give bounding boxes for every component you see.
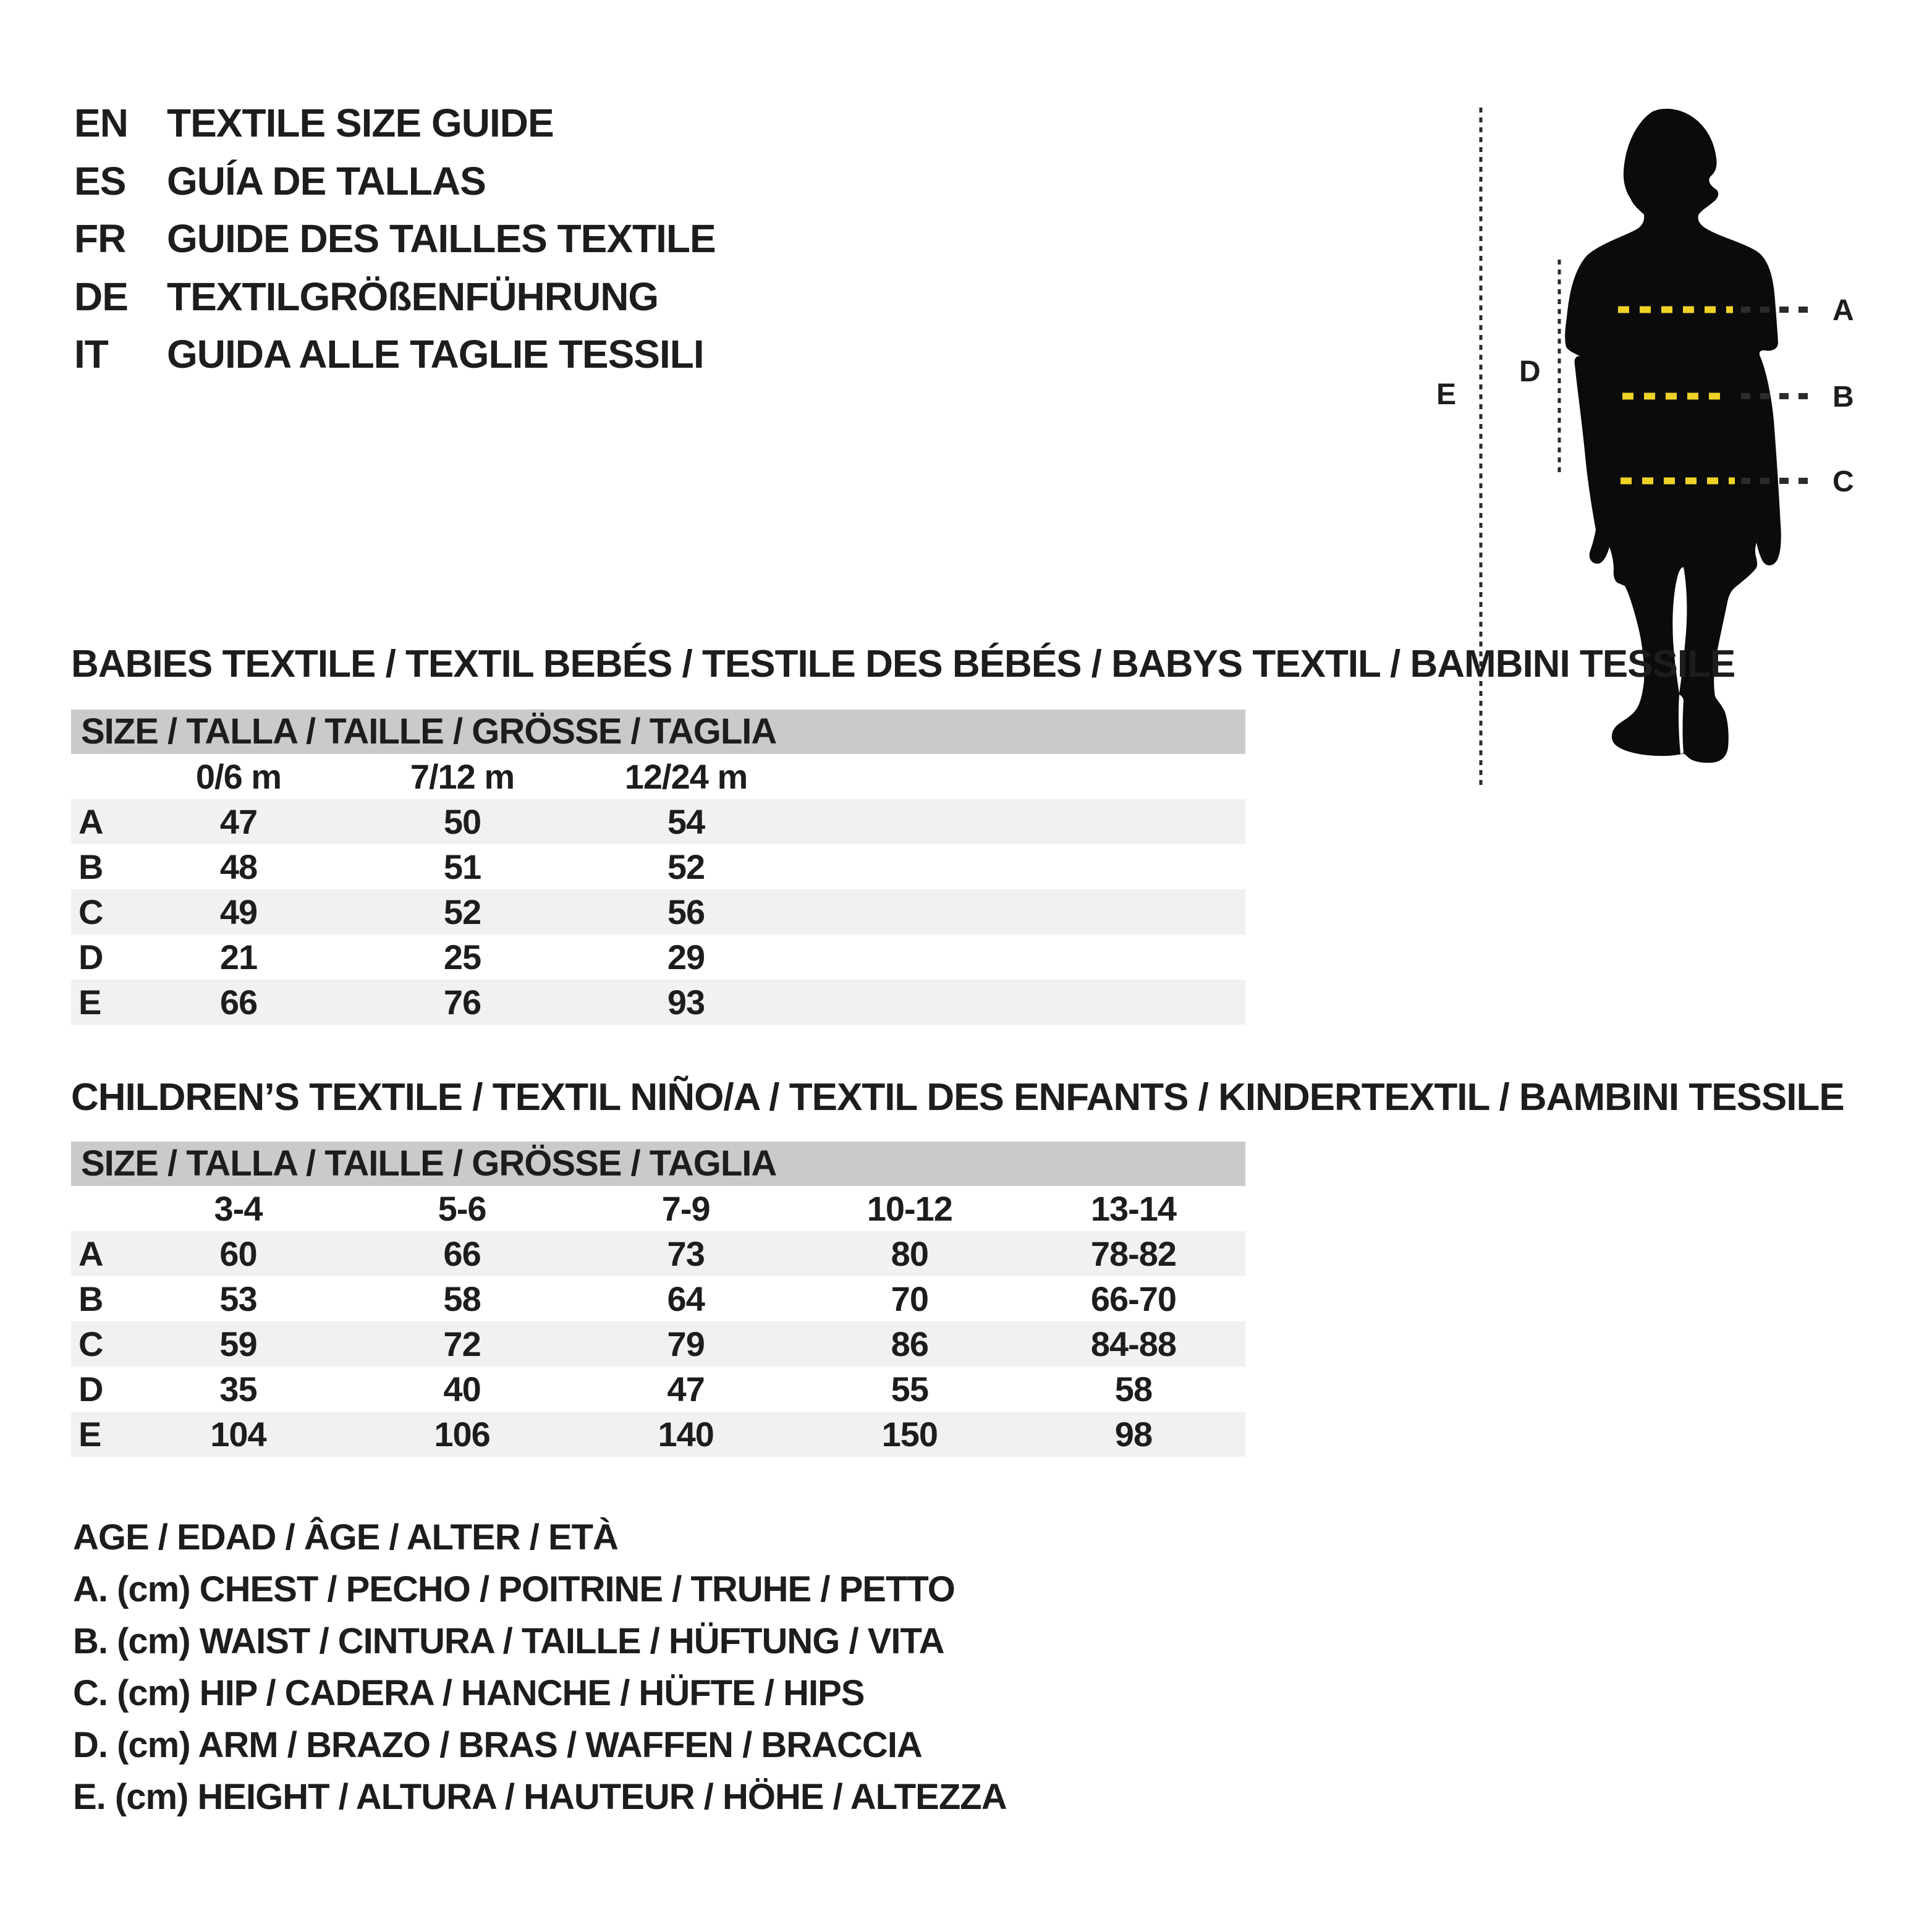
value-cell: 53 xyxy=(219,1279,257,1318)
table-row xyxy=(71,934,1245,980)
value-cell: 52 xyxy=(667,847,705,886)
language-title-list xyxy=(74,95,716,384)
legend-height: E. (cm) HEIGHT / ALTURA / HAUTEUR / HÖHE / ALTEZZA xyxy=(73,1777,1007,1817)
value-cell: 64 xyxy=(667,1279,705,1318)
value-cell: 35 xyxy=(219,1370,257,1409)
figure-label-B: B xyxy=(1832,381,1854,413)
row-label: D xyxy=(78,938,103,977)
value-cell: 29 xyxy=(667,938,705,977)
value-cell: 84-88 xyxy=(1090,1324,1177,1363)
language-row xyxy=(74,268,716,326)
value-cell: 49 xyxy=(219,892,258,931)
corner-cell xyxy=(71,1186,126,1231)
value-cell: 78-82 xyxy=(1090,1234,1177,1273)
value-cell: 80 xyxy=(891,1234,928,1273)
legend-age: AGE / EDAD / ÂGE / ALTER / ETÀ xyxy=(73,1517,618,1557)
measurement-legend xyxy=(73,1512,1007,1823)
row-label: D xyxy=(78,1370,103,1409)
language-code: IT xyxy=(74,332,108,376)
column-header: 7-9 xyxy=(661,1189,710,1228)
value-cell: 72 xyxy=(443,1324,481,1363)
language-title: GUÍA DE TALLAS xyxy=(167,158,486,203)
value-cell: 60 xyxy=(219,1234,257,1273)
babies-column-header-row xyxy=(71,754,1245,799)
table-row xyxy=(71,1366,1245,1412)
value-cell: 25 xyxy=(443,938,481,977)
table-row xyxy=(71,1231,1245,1276)
table-row xyxy=(71,1412,1245,1457)
column-header: 7/12 m xyxy=(410,757,515,796)
figure-label-A: A xyxy=(1832,294,1854,327)
value-cell: 70 xyxy=(891,1279,928,1318)
legend-chest: A. (cm) CHEST / PECHO / POITRINE / TRUHE / PETTO xyxy=(73,1569,955,1609)
babies-size-header-bar: SIZE / TALLA / TAILLE / GRÖSSE / TAGLIA xyxy=(71,710,1245,754)
row-label: C xyxy=(78,1324,103,1363)
figure-label-E: E xyxy=(1436,378,1457,411)
language-code: ES xyxy=(74,158,126,203)
value-cell: 58 xyxy=(1114,1370,1153,1409)
value-cell: 93 xyxy=(667,983,705,1022)
column-header: 13-14 xyxy=(1090,1189,1177,1228)
value-cell: 98 xyxy=(1114,1415,1153,1454)
legend-waist: B. (cm) WAIST / CINTURA / TAILLE / HÜFTUNG / VITA xyxy=(73,1621,944,1661)
value-cell: 104 xyxy=(210,1415,266,1454)
value-cell: 140 xyxy=(658,1415,714,1454)
language-row xyxy=(74,326,716,384)
children-section-title: CHILDREN’S TEXTILE / TEXTIL NIÑO/A / TEXTIL DES ENFANTS / KINDERTEXTIL / BAMBINI TESSILE xyxy=(71,1076,1844,1119)
column-header: 3-4 xyxy=(214,1189,263,1228)
column-header: 0/6 m xyxy=(195,757,282,796)
language-title: TEXTILE SIZE GUIDE xyxy=(167,101,554,145)
table-row xyxy=(71,980,1245,1025)
language-code: EN xyxy=(74,101,128,145)
figure-label-C: C xyxy=(1832,465,1854,498)
language-row xyxy=(74,95,716,153)
column-header: 12/24 m xyxy=(624,757,748,796)
row-label: A xyxy=(78,802,103,841)
value-cell: 54 xyxy=(667,802,705,841)
value-cell: 66 xyxy=(219,983,258,1022)
language-title: TEXTILGRÖßENFÜHRUNG xyxy=(167,274,659,319)
language-code: DE xyxy=(74,274,128,319)
value-cell: 48 xyxy=(219,847,258,886)
value-cell: 58 xyxy=(443,1279,481,1318)
row-label: E xyxy=(78,983,101,1022)
row-label: B xyxy=(78,1279,103,1318)
value-cell: 40 xyxy=(443,1370,481,1409)
value-cell: 55 xyxy=(891,1370,928,1409)
babies-section-title: BABIES TEXTILE / TEXTIL BEBÉS / TESTILE DES BÉBÉS / BABYS TEXTIL / BAMBINI TESSILE xyxy=(71,643,1735,685)
children-size-header-bar: SIZE / TALLA / TAILLE / GRÖSSE / TAGLIA xyxy=(71,1142,1245,1186)
table-row xyxy=(71,799,1245,844)
table-row xyxy=(71,889,1245,934)
measurement-figure xyxy=(1409,74,1932,816)
figure-label-D: D xyxy=(1519,355,1541,388)
value-cell: 47 xyxy=(667,1370,705,1409)
value-cell: 50 xyxy=(443,802,481,841)
language-code: FR xyxy=(74,216,126,261)
value-cell: 47 xyxy=(219,802,258,841)
value-cell: 56 xyxy=(667,892,705,931)
column-header: 10-12 xyxy=(866,1189,952,1228)
children-size-table xyxy=(71,1142,1245,1457)
children-column-header-row xyxy=(71,1186,1245,1231)
language-row xyxy=(74,210,716,268)
language-title: GUIDE DES TAILLES TEXTILE xyxy=(167,216,716,261)
column-header: 5-6 xyxy=(438,1189,486,1228)
language-title: GUIDA ALLE TAGLIE TESSILI xyxy=(167,332,704,376)
value-cell: 79 xyxy=(667,1324,705,1363)
table-row xyxy=(71,1276,1245,1321)
value-cell: 86 xyxy=(891,1324,928,1363)
value-cell: 66-70 xyxy=(1090,1279,1177,1318)
value-cell: 76 xyxy=(443,983,481,1022)
value-cell: 51 xyxy=(443,847,481,886)
table-row xyxy=(71,1321,1245,1366)
row-label: E xyxy=(78,1415,101,1454)
legend-arm: D. (cm) ARM / BRAZO / BRAS / WAFFEN / BRACCIA xyxy=(73,1725,922,1765)
row-label: B xyxy=(78,847,103,886)
row-label: C xyxy=(78,892,103,931)
value-cell: 52 xyxy=(443,892,481,931)
value-cell: 106 xyxy=(434,1415,490,1454)
row-label: A xyxy=(78,1234,103,1273)
value-cell: 21 xyxy=(219,938,258,977)
value-cell: 59 xyxy=(219,1324,257,1363)
value-cell: 150 xyxy=(881,1415,938,1454)
value-cell: 73 xyxy=(667,1234,705,1273)
language-row xyxy=(74,153,716,211)
babies-size-table xyxy=(71,710,1245,1025)
corner-cell xyxy=(71,754,127,799)
table-row xyxy=(71,844,1245,889)
legend-hip: C. (cm) HIP / CADERA / HANCHE / HÜFTE / HIPS xyxy=(73,1673,865,1713)
value-cell: 66 xyxy=(443,1234,481,1273)
